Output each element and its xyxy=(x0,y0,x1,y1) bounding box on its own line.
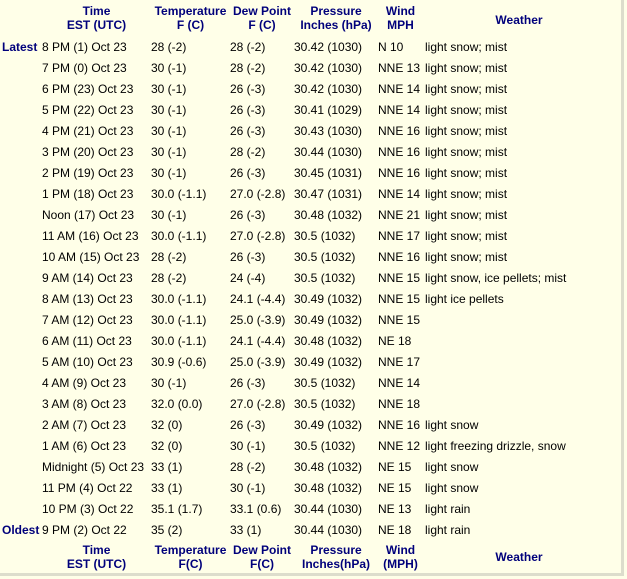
cell-dew-point: 27.0 (-2.8) xyxy=(230,396,286,411)
cell-dew-point: 28 (-2) xyxy=(230,144,266,159)
cell-temperature: 30 (-1) xyxy=(151,375,187,390)
cell-weather: light snow; mist xyxy=(425,123,508,138)
cell-pressure: 30.44 (1030) xyxy=(294,522,363,537)
row-label xyxy=(0,78,42,99)
cell-pressure: 30.42 (1030) xyxy=(294,60,363,75)
cell-temperature: 30.0 (-1.1) xyxy=(151,291,207,306)
cell-temperature: 32 (0) xyxy=(151,417,183,432)
cell-time: 9 AM (14) Oct 23 xyxy=(42,270,133,285)
table-row xyxy=(0,57,615,78)
observations-table xyxy=(0,4,615,574)
cell-dew-point: 33.1 (0.6) xyxy=(230,501,282,516)
cell-temperature: 30 (-1) xyxy=(151,60,187,75)
table-row xyxy=(0,477,615,498)
table-row xyxy=(0,393,615,414)
footer-temperature: Temperature F(C) xyxy=(154,543,227,571)
cell-wind: N 10 xyxy=(378,39,404,54)
cell-wind: NE 18 xyxy=(378,522,412,537)
cell-pressure: 30.42 (1030) xyxy=(294,39,363,54)
table-row xyxy=(0,246,615,267)
cell-wind: NNE 21 xyxy=(378,207,421,222)
cell-weather xyxy=(423,309,615,330)
cell-weather xyxy=(423,372,615,393)
cell-pressure: 30.49 (1032) xyxy=(294,291,363,306)
cell-temperature: 30 (-1) xyxy=(151,102,187,117)
table-row xyxy=(0,288,615,309)
header-wind: Wind MPH xyxy=(385,4,416,32)
cell-pressure: 30.49 (1032) xyxy=(294,417,363,432)
cell-dew-point: 24.1 (-4.4) xyxy=(230,291,286,306)
cell-temperature: 30.0 (-1.1) xyxy=(151,312,207,327)
footer-time: Time EST (UTC) xyxy=(66,543,127,571)
cell-pressure: 30.48 (1032) xyxy=(294,459,363,474)
cell-weather xyxy=(423,330,615,351)
cell-wind: NNE 17 xyxy=(378,228,421,243)
row-label xyxy=(0,267,42,288)
cell-weather: light snow; mist xyxy=(425,207,508,222)
cell-weather: light ice pellets xyxy=(425,291,504,306)
cell-weather: light snow; mist xyxy=(425,165,508,180)
cell-temperature: 30 (-1) xyxy=(151,123,187,138)
cell-time: 8 PM (1) Oct 23 xyxy=(42,39,127,54)
cell-pressure: 30.5 (1032) xyxy=(294,438,356,453)
cell-time: 7 PM (0) Oct 23 xyxy=(42,60,127,75)
header-row xyxy=(0,4,615,36)
table-row xyxy=(0,435,615,456)
row-label xyxy=(0,435,42,456)
cell-time: 3 PM (20) Oct 23 xyxy=(42,144,134,159)
row-label xyxy=(0,141,42,162)
cell-wind: NE 13 xyxy=(378,501,412,516)
cell-dew-point: 26 (-3) xyxy=(230,207,266,222)
table-row xyxy=(0,351,615,372)
cell-pressure: 30.5 (1032) xyxy=(294,249,356,264)
cell-temperature: 32 (0) xyxy=(151,438,183,453)
cell-time: Noon (17) Oct 23 xyxy=(42,207,135,222)
cell-dew-point: 25.0 (-3.9) xyxy=(230,354,286,369)
cell-wind: NE 15 xyxy=(378,480,412,495)
cell-time: 6 PM (23) Oct 23 xyxy=(42,81,134,96)
table-row xyxy=(0,183,615,204)
cell-temperature: 30 (-1) xyxy=(151,165,187,180)
table-row xyxy=(0,204,615,225)
cell-dew-point: 26 (-3) xyxy=(230,417,266,432)
cell-temperature: 28 (-2) xyxy=(151,39,187,54)
cell-time: 1 AM (6) Oct 23 xyxy=(42,438,127,453)
cell-temperature: 30 (-1) xyxy=(151,144,187,159)
row-label xyxy=(0,414,42,435)
row-label xyxy=(0,309,42,330)
cell-time: 11 AM (16) Oct 23 xyxy=(42,228,139,243)
cell-dew-point: 30 (-1) xyxy=(230,480,266,495)
cell-wind: NNE 16 xyxy=(378,249,421,264)
cell-wind: NE 18 xyxy=(378,333,412,348)
row-label xyxy=(0,162,42,183)
cell-pressure: 30.48 (1032) xyxy=(294,333,363,348)
cell-weather: light snow, ice pellets; mist xyxy=(425,270,567,285)
table-row xyxy=(0,225,615,246)
cell-dew-point: 27.0 (-2.8) xyxy=(230,228,286,243)
cell-wind: NNE 16 xyxy=(378,417,421,432)
cell-time: 1 PM (18) Oct 23 xyxy=(42,186,134,201)
cell-wind: NNE 15 xyxy=(378,291,421,306)
cell-time: 11 PM (4) Oct 22 xyxy=(42,480,133,495)
cell-time: 5 PM (22) Oct 23 xyxy=(42,102,134,117)
cell-pressure: 30.47 (1031) xyxy=(294,186,363,201)
cell-temperature: 33 (1) xyxy=(151,480,183,495)
cell-wind: NNE 12 xyxy=(378,438,421,453)
footer-dew-point: Dew Point F(C) xyxy=(232,543,291,571)
cell-pressure: 30.48 (1032) xyxy=(294,480,363,495)
cell-wind: NNE 14 xyxy=(378,81,421,96)
cell-wind: NNE 13 xyxy=(378,60,421,75)
cell-dew-point: 27.0 (-2.8) xyxy=(230,186,286,201)
cell-time: 6 AM (11) Oct 23 xyxy=(42,333,132,348)
cell-temperature: 30 (-1) xyxy=(151,81,187,96)
cell-dew-point: 28 (-2) xyxy=(230,60,266,75)
cell-weather: light snow; mist xyxy=(425,144,508,159)
cell-pressure: 30.49 (1032) xyxy=(294,354,363,369)
cell-temperature: 30.9 (-0.6) xyxy=(151,354,207,369)
table-row xyxy=(0,162,615,183)
header-weather: Weather xyxy=(495,13,543,27)
cell-temperature: 28 (-2) xyxy=(151,249,187,264)
cell-wind: NNE 16 xyxy=(378,165,421,180)
table-row xyxy=(0,330,615,351)
row-label xyxy=(0,456,42,477)
row-label xyxy=(0,57,42,78)
cell-weather: light snow; mist xyxy=(425,228,508,243)
table-row xyxy=(0,141,615,162)
cell-pressure: 30.5 (1032) xyxy=(294,228,356,243)
cell-dew-point: 26 (-3) xyxy=(230,165,266,180)
cell-dew-point: 30 (-1) xyxy=(230,438,266,453)
cell-pressure: 30.44 (1030) xyxy=(294,501,363,516)
row-label xyxy=(0,225,42,246)
cell-time: 5 AM (10) Oct 23 xyxy=(42,354,133,369)
table-row xyxy=(0,519,615,540)
cell-pressure: 30.5 (1032) xyxy=(294,375,356,390)
row-label: Oldest xyxy=(2,522,40,537)
cell-temperature: 30.0 (-1.1) xyxy=(151,333,207,348)
cell-dew-point: 28 (-2) xyxy=(230,459,266,474)
cell-time: 10 AM (15) Oct 23 xyxy=(42,249,140,264)
cell-weather: light snow; mist xyxy=(425,81,508,96)
cell-dew-point: 26 (-3) xyxy=(230,102,266,117)
cell-dew-point: 24.1 (-4.4) xyxy=(230,333,286,348)
cell-dew-point: 25.0 (-3.9) xyxy=(230,312,286,327)
cell-dew-point: 26 (-3) xyxy=(230,375,266,390)
footer-row xyxy=(0,540,615,574)
footer-row-label-cell xyxy=(0,540,42,574)
header-pressure: Pressure Inches (hPa) xyxy=(300,4,372,32)
cell-temperature: 35.1 (1.7) xyxy=(151,501,203,516)
cell-temperature: 28 (-2) xyxy=(151,270,187,285)
cell-weather: light snow; mist xyxy=(425,186,508,201)
cell-wind: NNE 16 xyxy=(378,144,421,159)
cell-weather: light snow xyxy=(425,417,479,432)
table-row xyxy=(0,414,615,435)
table-row xyxy=(0,267,615,288)
cell-wind: NNE 14 xyxy=(378,102,421,117)
cell-weather: light snow; mist xyxy=(425,249,508,264)
cell-pressure: 30.5 (1032) xyxy=(294,396,356,411)
row-label xyxy=(0,246,42,267)
row-label xyxy=(0,183,42,204)
cell-temperature: 35 (2) xyxy=(151,522,183,537)
table-row xyxy=(0,78,615,99)
cell-wind: NE 15 xyxy=(378,459,412,474)
table-row xyxy=(0,456,615,477)
cell-dew-point: 28 (-2) xyxy=(230,39,266,54)
cell-weather: light rain xyxy=(425,522,471,537)
cell-temperature: 33 (1) xyxy=(151,459,183,474)
row-label xyxy=(0,99,42,120)
cell-temperature: 30.0 (-1.1) xyxy=(151,186,207,201)
cell-time: 9 PM (2) Oct 22 xyxy=(42,522,127,537)
cell-wind: NNE 17 xyxy=(378,354,421,369)
footer-weather: Weather xyxy=(495,550,543,564)
row-label xyxy=(0,393,42,414)
cell-weather: light snow xyxy=(425,459,479,474)
cell-time: 7 AM (12) Oct 23 xyxy=(42,312,133,327)
observations-body xyxy=(0,36,615,540)
cell-pressure: 30.44 (1030) xyxy=(294,144,363,159)
cell-time: 10 PM (3) Oct 22 xyxy=(42,501,134,516)
row-label xyxy=(0,351,42,372)
header-time: Time EST (UTC) xyxy=(66,4,127,32)
cell-dew-point: 26 (-3) xyxy=(230,123,266,138)
cell-weather: light rain xyxy=(425,501,471,516)
row-label xyxy=(0,204,42,225)
cell-time: 4 AM (9) Oct 23 xyxy=(42,375,127,390)
cell-pressure: 30.49 (1032) xyxy=(294,312,363,327)
row-label xyxy=(0,498,42,519)
cell-weather: light snow xyxy=(425,480,479,495)
header-row-label-cell xyxy=(0,4,42,36)
cell-pressure: 30.42 (1030) xyxy=(294,81,363,96)
cell-time: 3 AM (8) Oct 23 xyxy=(42,396,127,411)
cell-temperature: 32.0 (0.0) xyxy=(151,396,203,411)
cell-dew-point: 26 (-3) xyxy=(230,81,266,96)
row-label: Latest xyxy=(2,39,38,54)
row-label xyxy=(0,477,42,498)
cell-pressure: 30.5 (1032) xyxy=(294,270,356,285)
cell-pressure: 30.48 (1032) xyxy=(294,207,363,222)
table-row xyxy=(0,120,615,141)
row-label xyxy=(0,330,42,351)
cell-weather: light freezing drizzle, snow xyxy=(425,438,566,453)
cell-pressure: 30.45 (1031) xyxy=(294,165,363,180)
cell-time: 2 AM (7) Oct 23 xyxy=(42,417,127,432)
table-row xyxy=(0,309,615,330)
cell-wind: NNE 14 xyxy=(378,186,421,201)
cell-weather xyxy=(423,393,615,414)
cell-wind: NNE 16 xyxy=(378,123,421,138)
table-row xyxy=(0,372,615,393)
cell-pressure: 30.43 (1030) xyxy=(294,123,363,138)
cell-temperature: 30.0 (-1.1) xyxy=(151,228,207,243)
cell-dew-point: 33 (1) xyxy=(230,522,262,537)
cell-pressure: 30.41 (1029) xyxy=(294,102,363,117)
cell-weather: light snow; mist xyxy=(425,39,508,54)
header-temperature: Temperature F (C) xyxy=(154,4,227,32)
header-dew-point: Dew Point F (C) xyxy=(232,4,291,32)
footer-pressure: Pressure Inches(hPa) xyxy=(301,543,370,571)
cell-time: 8 AM (13) Oct 23 xyxy=(42,291,133,306)
cell-wind: NNE 15 xyxy=(378,312,421,327)
row-label xyxy=(0,372,42,393)
cell-temperature: 30 (-1) xyxy=(151,207,187,222)
table-row xyxy=(0,36,615,57)
cell-time: 2 PM (19) Oct 23 xyxy=(42,165,134,180)
footer-wind: Wind (MPH) xyxy=(383,543,418,571)
cell-wind: NNE 15 xyxy=(378,270,421,285)
cell-wind: NNE 14 xyxy=(378,375,421,390)
cell-weather: light snow; mist xyxy=(425,60,508,75)
cell-time: 4 PM (21) Oct 23 xyxy=(42,123,134,138)
cell-dew-point: 26 (-3) xyxy=(230,249,266,264)
cell-dew-point: 24 (-4) xyxy=(230,270,266,285)
cell-weather: light snow; mist xyxy=(425,102,508,117)
row-label xyxy=(0,120,42,141)
row-label xyxy=(0,288,42,309)
table-row xyxy=(0,498,615,519)
cell-time: Midnight (5) Oct 23 xyxy=(42,459,145,474)
cell-wind: NNE 18 xyxy=(378,396,421,411)
cell-weather xyxy=(423,351,615,372)
table-row xyxy=(0,99,615,120)
